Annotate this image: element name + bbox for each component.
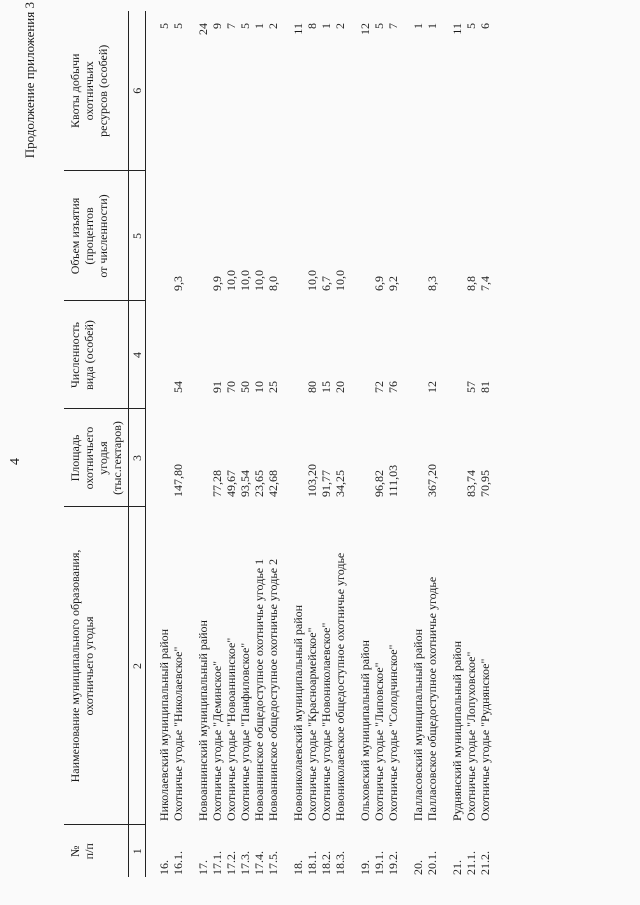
- row-name: Николаевский муниципальный район: [157, 628, 171, 821]
- group-spacer-cell: [146, 11, 158, 877]
- row-quota: 2: [266, 23, 280, 29]
- row-name: Ольховский муниципальный район: [358, 640, 372, 821]
- group-spacer-cell: [347, 11, 358, 877]
- row-number: 20.1.: [425, 851, 439, 875]
- row-number: 18.: [291, 860, 305, 875]
- table-row: [411, 11, 425, 877]
- row-number: 16.1.: [171, 851, 185, 875]
- table-row: [464, 11, 478, 877]
- table-row: [358, 11, 372, 877]
- row-count: 54: [171, 381, 185, 393]
- row-area: 77,28: [210, 470, 224, 497]
- row-name: Палласовский муниципальный район: [411, 629, 425, 821]
- table-row: [196, 11, 210, 877]
- group-spacer-cell: [400, 11, 411, 877]
- row-quota: 5: [157, 23, 171, 29]
- row-withdrawal-percent: [411, 171, 425, 301]
- row-quota: 1: [425, 23, 439, 29]
- row-name: Новоаннинское общедоступное охотничье угодье 1: [252, 558, 266, 821]
- row-withdrawal-percent: 8,8: [464, 276, 478, 291]
- row-count: [157, 301, 171, 409]
- row-quota: 1: [319, 23, 333, 29]
- row-number: 21.1.: [464, 851, 478, 875]
- row-withdrawal-percent: 7,4: [478, 276, 492, 291]
- row-number: 16.: [157, 860, 171, 875]
- row-quota: 12: [358, 23, 372, 35]
- row-area: 111,03: [386, 464, 400, 497]
- column-number: 4: [129, 301, 146, 409]
- row-quota: 6: [478, 23, 492, 29]
- row-area: 91,77: [319, 470, 333, 497]
- row-area: 93,54: [238, 470, 252, 497]
- row-name: Охотничье угодье "Солодчинское": [386, 644, 400, 821]
- row-area: [450, 409, 464, 507]
- group-spacer: [347, 11, 358, 877]
- table-row: [478, 11, 492, 877]
- table-row: [291, 11, 305, 877]
- column-number-row: [129, 11, 146, 877]
- row-name: Палласовское общедоступное охотничье угодье: [425, 576, 439, 821]
- row-withdrawal-percent: [196, 171, 210, 301]
- column-number: 2: [129, 507, 146, 825]
- table-row: [333, 11, 347, 877]
- row-quota: 5: [372, 23, 386, 29]
- row-quota: 2: [333, 23, 347, 29]
- group-spacer-cell: [185, 11, 196, 877]
- row-area: 96,82: [372, 470, 386, 497]
- row-name: Охотничье угодье "Деминское": [210, 660, 224, 821]
- row-withdrawal-percent: 8,3: [425, 276, 439, 291]
- group-spacer: [146, 11, 158, 877]
- row-number: 21.2.: [478, 851, 492, 875]
- table-row: [425, 11, 439, 877]
- hunting-quota-table: [64, 11, 492, 877]
- header-area: Площадь охотничьего угодья (тыс.гектаров): [64, 409, 129, 507]
- row-withdrawal-percent: [291, 171, 305, 301]
- row-area: 70,95: [478, 470, 492, 497]
- row-name: Охотничье угодье "Николаевское": [171, 646, 185, 821]
- row-count: 57: [464, 381, 478, 393]
- row-quota: 5: [464, 23, 478, 29]
- group-spacer: [185, 11, 196, 877]
- row-withdrawal-percent: 6,9: [372, 276, 386, 291]
- row-name: Охотничье угодье "Лопуховское": [464, 651, 478, 821]
- row-withdrawal-percent: 10,0: [252, 270, 266, 291]
- row-area: 34,25: [333, 470, 347, 497]
- row-area: 23,65: [252, 470, 266, 497]
- row-area: [358, 409, 372, 507]
- row-count: 15: [319, 381, 333, 393]
- row-name: Новониколаевское общедоступное охотничье угодье: [333, 552, 347, 821]
- row-withdrawal-percent: 10,0: [238, 270, 252, 291]
- row-quota: 8: [305, 23, 319, 29]
- table-row: [210, 11, 224, 877]
- row-quota: 5: [238, 23, 252, 29]
- row-count: [291, 301, 305, 409]
- row-count: 25: [266, 381, 280, 393]
- table-row: [171, 11, 185, 877]
- row-number: 17.2.: [224, 851, 238, 875]
- row-area: [291, 409, 305, 507]
- table-row: [157, 11, 171, 877]
- row-area: 367,20: [425, 464, 439, 497]
- row-count: [358, 301, 372, 409]
- header-name: Наименование муниципального образования, охотничьего угодья: [64, 507, 129, 825]
- row-withdrawal-percent: 9,3: [171, 276, 185, 291]
- row-name: Новоаннинское общедоступное охотничье угодье 2: [266, 558, 280, 821]
- row-number: 17.5.: [266, 851, 280, 875]
- row-withdrawal-percent: 8,0: [266, 276, 280, 291]
- row-count: 70: [224, 381, 238, 393]
- group-spacer-cell: [439, 11, 450, 877]
- row-withdrawal-percent: 10,0: [224, 270, 238, 291]
- row-number: 18.1.: [305, 851, 319, 875]
- row-name: Охотничье угодье "Панфиловское": [238, 642, 252, 821]
- table-row: [305, 11, 319, 877]
- appendix-continuation-label: Продолжение приложения 3: [22, 2, 37, 159]
- row-name: Руднянский муниципальный район: [450, 640, 464, 821]
- row-number: 21.: [450, 860, 464, 875]
- row-quota: 1: [252, 23, 266, 29]
- table-row: [252, 11, 266, 877]
- row-quota: 5: [171, 23, 185, 29]
- row-number: 17.: [196, 860, 210, 875]
- row-area: 42,68: [266, 470, 280, 497]
- row-withdrawal-percent: 9,2: [386, 276, 400, 291]
- row-withdrawal-percent: [450, 171, 464, 301]
- row-quota: 11: [291, 23, 305, 35]
- row-area: [157, 409, 171, 507]
- group-spacer: [439, 11, 450, 877]
- row-withdrawal-percent: 9,9: [210, 276, 224, 291]
- row-name: Охотничье угодье "Руднянское": [478, 658, 492, 821]
- table-row: [224, 11, 238, 877]
- row-number: 17.1.: [210, 851, 224, 875]
- header-withdrawal: Объем изъятия (процентов от численности): [64, 171, 129, 301]
- row-count: [196, 301, 210, 409]
- row-number: 17.3.: [238, 851, 252, 875]
- row-quota: 9: [210, 23, 224, 29]
- row-number: 18.3.: [333, 851, 347, 875]
- table-body: [146, 11, 493, 877]
- row-area: 83,74: [464, 470, 478, 497]
- group-spacer: [280, 11, 291, 877]
- row-name: Новониколаевский муниципальный район: [291, 604, 305, 821]
- group-spacer-cell: [280, 11, 291, 877]
- row-count: 80: [305, 381, 319, 393]
- row-count: 81: [478, 381, 492, 393]
- table-row: [450, 11, 464, 877]
- row-name: Охотничье угодье "Новониколаевское": [319, 622, 333, 821]
- row-quota: 24: [196, 23, 210, 35]
- row-count: 76: [386, 381, 400, 393]
- row-count: 20: [333, 381, 347, 393]
- row-count: [450, 301, 464, 409]
- row-withdrawal-percent: 6,7: [319, 276, 333, 291]
- row-quota: 1: [411, 23, 425, 29]
- row-quota: 7: [386, 23, 400, 29]
- row-withdrawal-percent: 10,0: [333, 270, 347, 291]
- header-quota: Квоты добычи охотничьих ресурсов (особей): [68, 44, 110, 137]
- row-area: [411, 409, 425, 507]
- header-count: Численность вида (особей): [64, 301, 129, 409]
- row-count: [411, 301, 425, 409]
- header-number: № п/п: [64, 825, 129, 877]
- table-row: [372, 11, 386, 877]
- column-number: 3: [129, 409, 146, 507]
- row-number: 19.1.: [372, 851, 386, 875]
- row-withdrawal-percent: 10,0: [305, 270, 319, 291]
- table-header-row: [64, 11, 129, 877]
- column-number: 1: [129, 825, 146, 877]
- row-name: Охотничье угодье "Новоаннинское": [224, 637, 238, 821]
- table-row: [238, 11, 252, 877]
- column-number: 5: [129, 171, 146, 301]
- row-name: Охотничье угодье "Липовское": [372, 662, 386, 821]
- row-count: 12: [425, 381, 439, 393]
- row-area: [196, 409, 210, 507]
- row-withdrawal-percent: [358, 171, 372, 301]
- row-quota: 7: [224, 23, 238, 29]
- row-count: 10: [252, 381, 266, 393]
- group-spacer: [400, 11, 411, 877]
- row-number: 19.: [358, 860, 372, 875]
- row-name: Новоаннинский муниципальный район: [196, 620, 210, 821]
- row-number: 19.2.: [386, 851, 400, 875]
- row-withdrawal-percent: [157, 171, 171, 301]
- row-count: 50: [238, 381, 252, 393]
- table-row: [319, 11, 333, 877]
- column-number: 6: [129, 11, 146, 171]
- row-area: 49,67: [224, 470, 238, 497]
- row-number: 17.4.: [252, 851, 266, 875]
- row-number: 20.: [411, 860, 425, 875]
- table-row: [386, 11, 400, 877]
- row-count: 72: [372, 381, 386, 393]
- page-number: 4: [8, 458, 23, 465]
- table-row: [266, 11, 280, 877]
- row-name: Охотничье угодье "Красноармейское": [305, 627, 319, 821]
- row-number: 18.2.: [319, 851, 333, 875]
- row-quota: 11: [450, 23, 464, 35]
- row-area: 103,20: [305, 464, 319, 497]
- row-area: 147,80: [171, 464, 185, 497]
- row-count: 91: [210, 381, 224, 393]
